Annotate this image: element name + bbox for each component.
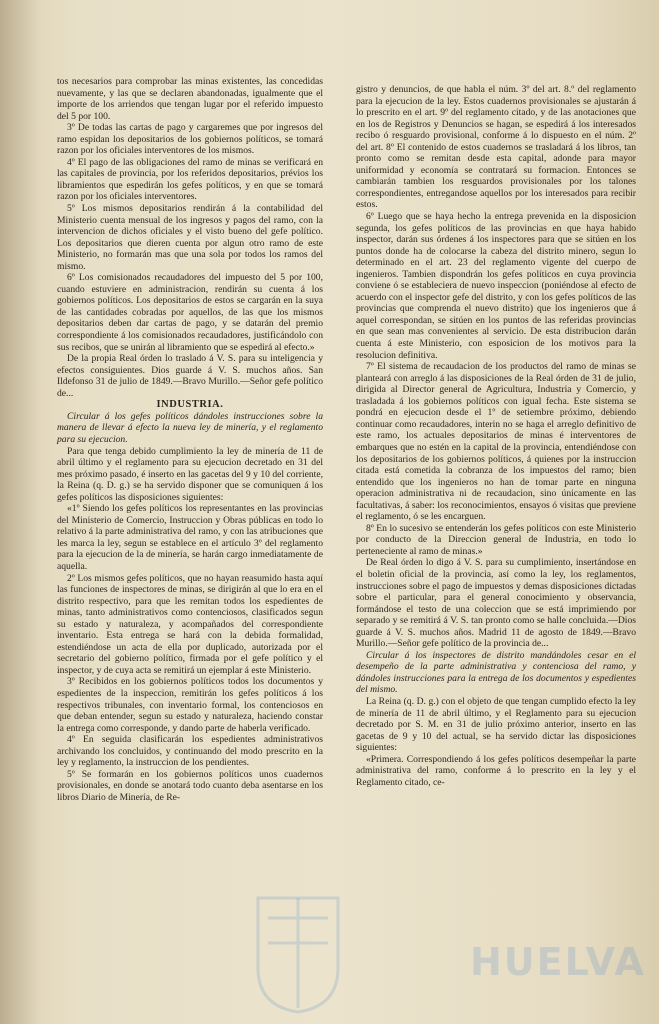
paragraph: 2º Los mismos gefes políticos, que no hayan reasumido hasta aquí las funciones de inspectores de minas, se dirigirán al que lo era en el distrito respectivo, para que les remitan todos los espedientes de minas, tanto administrativos como contenciosos, clasificados segun su estado y naturaleza, y acompañados del correspondiente inventario. Esta entrega se hará con la debida formalidad, estendiéndose un acta de ella por duplicado, autorizada por el secretario del gobierno político, firmada por el gefe político y el inspector, y de cuya acta se remitirá un ejemplar á este Ministerio. xyxy=(57,572,323,676)
paragraph: 7º El sistema de recaudacion de los productos del ramo de minas se planteará con arreglo á las disposiciones de la Real órden de 31 de julio, dirigida al Director general de Agricultura, Industria y Comercio, y trasladada á los gobiernos políticos con igual fecha. Este sistema se pondrá en ejecucion desde el 1º de setiembre próximo, debiendo continuar como recaudadores, interin no se haga el arreglo definitivo de este ramo, los actuales depositarios de minas é interventores de embarques que no estén en la capital de la provincia, entendiéndose con los depositarios de los gobiernos políticos, á quienes por la instruccion citada está cometida la cobranza de los impuestos del ramo; bien entendido que los ingenieros no han de tomar parte en ninguna operacion administrativa ni de recaudacion, sino únicamente en las facultativas, á saber: los reconocimientos, ensayos ó visitas que previene el reglamento, ó se les encarguen. xyxy=(356,361,636,523)
paragraph: Para que tenga debido cumplimiento la ley de minería de 11 de abril último y el reglamento para su ejecucion decretado en 31 del mes próximo pasado, é inserto en las gacetas del 9 y 10 del corriente, la Reina (q. D. g.) se ha servido disponer que se comuniquen á los gefes políticos las disposiciones siguientes: xyxy=(57,445,323,503)
right-text-column xyxy=(356,84,636,788)
paragraph: De la propia Real órden lo traslado á V. S. para su inteligencia y efectos consiguientes. Dios guarde á V. S. muchos años. San Ildefonso 31 de julio de 1849.—Bravo Murillo.—Señor gefe político de... xyxy=(57,353,323,399)
paragraph: INDUSTRIA. xyxy=(156,399,224,411)
paragraph: 5º Los mismos depositarios rendirán á la contabilidad del Ministerio cuenta mensual de los ingresos y pagos del ramo, con la intervencion de dichos oficiales y el visto bueno del gefe político. Los depositarios que dieren cuenta por algun otro ramo de este Ministerio, no formarán mas que una sola por todos los ramos del mismo. xyxy=(57,203,323,272)
left-text-column xyxy=(57,76,323,803)
paragraph: tos necesarios para comprobar las minas existentes, las concedidas nuevamente, y las que se declaren abandonadas, igualmente que el importe de los arriendos que tengan lugar por el referido impuesto del 5 por 100. xyxy=(57,76,323,122)
paragraph: De Real órden lo digo á V. S. para su cumplimiento, insertándose en el boletin oficial de la provincia, así como la ley, los reglamentos, instrucciones sobre el pago de impuestos y demas disposiciones dictadas sobre el particular, para el general conocimiento y observancia, formándose el testo de una coleccion que se está imprimiendo por separado y se remitirá á V. S. tan pronto como se halle concluida.—Dios guarde á V. S. muchos años. Madrid 11 de agosto de 1849.—Bravo Murillo.—Señor gefe político de la provincia de... xyxy=(356,557,636,650)
paragraph: «1º Siendo los gefes políticos los representantes en las provincias del Ministerio de Comercio, Instruccion y Obras públicas en todo lo relativo á la parte administrativa del ramo, y con las atribuciones que les marca la ley, segun se establece en el artículo 3º del reglamento para la ejecucion de la de minería, se harán cargo inmediatamente de aquella. xyxy=(57,503,323,572)
paragraph: 8º En lo sucesivo se entenderán los gefes políticos con este Ministerio por conducto de la Direccion general de Industria, en todo lo perteneciente al ramo de minas.» xyxy=(356,522,636,557)
paragraph: gistro y denuncios, de que habla el núm. 3º del art. 8.º del reglamento para la ejecucion de la ley. Estos cuadernos provisionales se ajustarán á lo prescrito en el art. 9º del reglamento citado, y de las anotaciones que en los de Registros y Denuncios se hagan, se espedirá á los interesados recibo ó resguardo provisional, conforme á lo dispuesto en el núm. 2º del art. 8º El contenido de estos cuadernos se trasladará á los libros, tan pronto como se remitan desde esta capital, adonde para mayor uniformidad y economía se contratará su formacion. Entonces se cambiarán tambien los resguardos provisionales por los talones correspondientes, entregandose aquellos por los interesados para recibir estos. xyxy=(356,84,636,211)
paragraph: 5º Se formarán en los gobiernos políticos unos cuadernos provisionales, en donde se anotará todo cuanto deba asentarse en los libros Diario de Minería, de Re- xyxy=(57,768,323,803)
paragraph: 6º Luego que se haya hecho la entrega prevenida en la disposicion segunda, los gefes políticos de las provincias en que haya habido inspector, darán sus órdenes á los inspectores para que se sitúen en los puntos donde ha de colocarse la cabeza del distrito minero, segun lo determinado en el art. 23 del reglamento vigente del cuerpo de ingenieros. Tambien dispondrán los gefes políticos en cuya provincia conviene ó se estableciera de nuevo inspeccion (poniéndose al efecto de acuerdo con el inspector gefe del distrito, y con los gefes políticos de las provincias que comprenda el nuevo distrito) que los ingenieros que á aquel correspondan, se sitúen en los puntos de las referidas provincias en que sean mas convenientes al servicio. De esta distribucion darán cuenta á este Ministerio, con esposicion de los motivos para la resolucion definitiva. xyxy=(356,211,636,361)
paragraph: La Reina (q. D. g.) con el objeto de que tengan cumplido efecto la ley de minería de 11 de abril último, y el Reglamento para su ejecucion decretado por S. M. en 31 de julio próximo anterior, inserto en las gacetas de 9 y 10 del actual, se ha servido dictar las disposiciones siguientes: xyxy=(356,695,636,754)
watermark-text: HUELVA xyxy=(470,940,646,984)
binding-shadow xyxy=(0,0,40,1024)
paragraph: 6º Los comisionados recaudadores del impuesto del 5 por 100, cuando estuviere en administracion, rendirán su cuenta á los gobiernos políticos. Los depositarios de estos se cargarán en la suya de las cantidades cobradas por aquellos, de las que los mismos depositarios deben dar cartas de pago, y se datarán del premio correspondiente á los comisionados recaudadores, justificándolo con sus recibos, que se unirán al libramiento que se espedirá al efecto.» xyxy=(57,272,323,353)
paragraph: Circular á los gefes políticos dándoles instrucciones sobre la manera de llevar á efecto la nueva ley de minería, y el reglamento para su ejecucion. xyxy=(57,410,323,445)
paragraph: 3º Recibidos en los gobiernos políticos todos los documentos y espedientes de la inspeccion, remitirán los gefes políticos á los respectivos tribunales, con inventario formal, los contenciosos en que deban entender, segun su estado y naturaleza, haciendo constar la entrega como corresponde, y dando parte de haberla verificado. xyxy=(57,676,323,734)
paragraph: 4º En seguida clasificarán los espedientes administrativos archivando los concluidos, y continuando del modo prescrito en la ley y reglamento, la instruccion de los pendientes. xyxy=(57,734,323,769)
paragraph: 3º De todas las cartas de pago y cargaremes que por ingresos del ramo espidan los depositarios de los gobiernos políticos, se tomará razon por los oficiales interventores de los mismos. xyxy=(57,122,323,157)
paragraph: «Primera. Correspondiendo á los gefes políticos desempeñar la parte administrativa del ramo, conforme á lo prescrito en la ley y el Reglamento citado, ce- xyxy=(356,753,636,788)
paragraph: Circular á los inspectores de distrito mandándoles cesar en el desempeño de la parte administrativa y contenciosa del ramo, y dándoles instrucciones para la entrega de los documentos y espedientes del mismo. xyxy=(356,649,636,696)
paragraph: 4º El pago de las obligaciones del ramo de minas se verificará en las capitales de provincia, por los referidos depositarios, prévios los libramientos que espedirán los gefes políticos, y en que se tomará razon por los oficiales interventores. xyxy=(57,156,323,203)
